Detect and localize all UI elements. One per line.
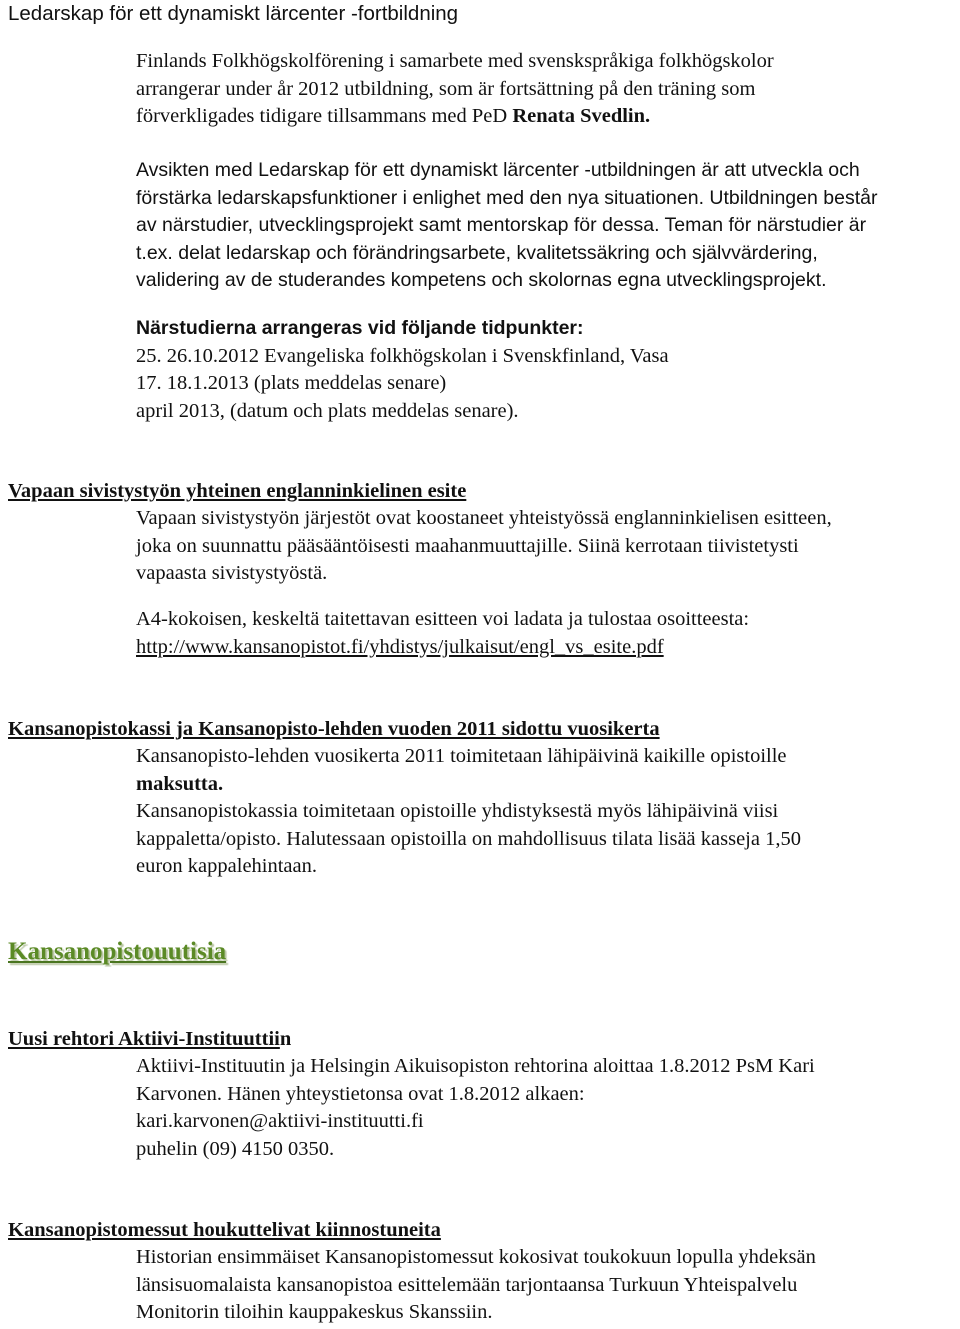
section-heading: Kansanopistomessut houkuttelivat kiinnostuneita: [8, 1219, 441, 1241]
section-kansanopistomessut: [0, 1217, 960, 1244]
heading-text: Uusi rehtori Aktiivi-Instituuttii: [8, 1028, 280, 1050]
date-line: 17. 18.1.2013 (plats meddelas senare): [136, 372, 447, 394]
paragraph-line: arrangerar under år 2012 utbildning, som är fortsättning på den träning som: [136, 77, 756, 100]
section-uusi-rehtori: [0, 1026, 960, 1053]
brochure-link[interactable]: http://www.kansanopistot.fi/yhdistys/julkaisut/engl_vs_esite.pdf: [136, 635, 664, 658]
paragraph-line: A4-kokoisen, keskeltä taitettavan esitteen voi ladata ja tulostaa osoitteesta:: [136, 608, 750, 630]
email-text: kari.karvonen@aktiivi-instituutti.fi: [136, 1110, 424, 1132]
paragraph-line: vapaasta sivistystyöstä.: [136, 562, 328, 584]
section-uusi-rehtori-body: [0, 1053, 956, 1163]
section-heading: Ledarskap för ett dynamiskt lärcenter -fortbildning: [8, 2, 459, 25]
paragraph-line: Vapaan sivistystyön järjestöt ovat koostaneet yhteistyössä englanninkielisen esitteen,: [136, 507, 832, 529]
paragraph-line: Karvonen. Hänen yhteystietonsa ovat 1.8.2012 alkaen:: [136, 1082, 585, 1105]
paragraph-line: Kansanopistokassia toimitetaan opistoille yhdistyksestä myös lähipäivinä viisi: [136, 800, 779, 822]
heading-text-end: n: [279, 1028, 292, 1050]
text-run: förverkligades tidigare tillsammans med PeD: [136, 105, 513, 127]
person-name: Renata Svedlin.: [512, 105, 651, 127]
section-kansanopistokassi: [0, 716, 960, 743]
section-ledarskap-body: [0, 157, 956, 295]
news-heading: Kansanopistouutisia: [8, 938, 227, 965]
dates-title: Närstudierna arrangeras vid följande tidpunkter:: [136, 317, 584, 339]
section-ledarskap-dates: [0, 315, 956, 425]
section-kansanopistokassi-body: [0, 743, 956, 881]
paragraph-line: validering av de studerandes kompetens och skolornas egna utvecklingsprojekt.: [136, 269, 827, 291]
paragraph-line: länsisuomalaista kansanopistoa esittelemään tarjontaansa Turkuun Yhteispalvelu: [136, 1273, 798, 1296]
date-line: april 2013, (datum och plats meddelas senare).: [136, 399, 519, 422]
section-esite-download: [0, 606, 956, 661]
paragraph-line: Finlands Folkhögskolförening i samarbete med svenskspråkiga folkhögskolor: [136, 50, 774, 72]
paragraph-line: maksutta.: [136, 772, 224, 795]
paragraph-line: Kansanopisto-lehden vuosikerta 2011 toimitetaan lähipäivinä kaikille opistoille: [136, 745, 787, 767]
section-heading: Kansanopistokassi ja Kansanopisto-lehden vuoden 2011 sidottu vuosikerta: [8, 718, 660, 740]
section-heading: [0, 1026, 960, 1053]
paragraph-line: förstärka ledarskapsfunktioner i enlighet med den nya situationen. Utbildningen består: [136, 186, 878, 209]
section-esite: [0, 478, 960, 505]
section-kansanopistouutisia: [0, 936, 960, 968]
date-line: 25. 26.10.2012 Evangeliska folkhögskolan i Svenskfinland, Vasa: [136, 344, 669, 367]
paragraph-line: [136, 103, 956, 131]
section-ledarskap: [0, 0, 960, 27]
section-heading: Vapaan sivistystyön yhteinen englanninkielinen esite: [8, 480, 467, 502]
paragraph-line: t.ex. delat ledarskap och förändringsarbete, kvalitetssäkring och självvärdering,: [136, 241, 818, 264]
paragraph-line: Historian ensimmäiset Kansanopistomessut kokosivat toukokuun lopulla yhdeksän: [136, 1246, 816, 1268]
paragraph-line: euron kappalehintaan.: [136, 855, 318, 877]
paragraph-line: Aktiivi-Instituutin ja Helsingin Aikuisopiston rehtorina aloittaa 1.8.2012 PsM Kari: [136, 1055, 815, 1077]
section-kansanopistomessut-body: [0, 1244, 956, 1327]
phone-text: puhelin (09) 4150 0350.: [136, 1137, 335, 1160]
section-esite-body: [0, 505, 956, 588]
paragraph-line: Monitorin tiloihin kauppakeskus Skanssiin.: [136, 1301, 493, 1323]
paragraph-line: Avsikten med Ledarskap för ett dynamiskt lärcenter -utbildningen är att utveckla och: [136, 159, 860, 181]
section-ledarskap-intro: [0, 48, 956, 131]
paragraph-line: kappaletta/opisto. Halutessaan opistoilla on mahdollisuus tilata lisää kasseja 1,50: [136, 827, 801, 850]
paragraph-line: joka on suunnattu pääsääntöisesti maahanmuuttajille. Siinä kerrotaan tiivistetysti: [136, 534, 799, 557]
paragraph-line: av närstudier, utvecklingsprojekt samt mentorskap för dessa. Teman för närstudier är: [136, 214, 867, 236]
